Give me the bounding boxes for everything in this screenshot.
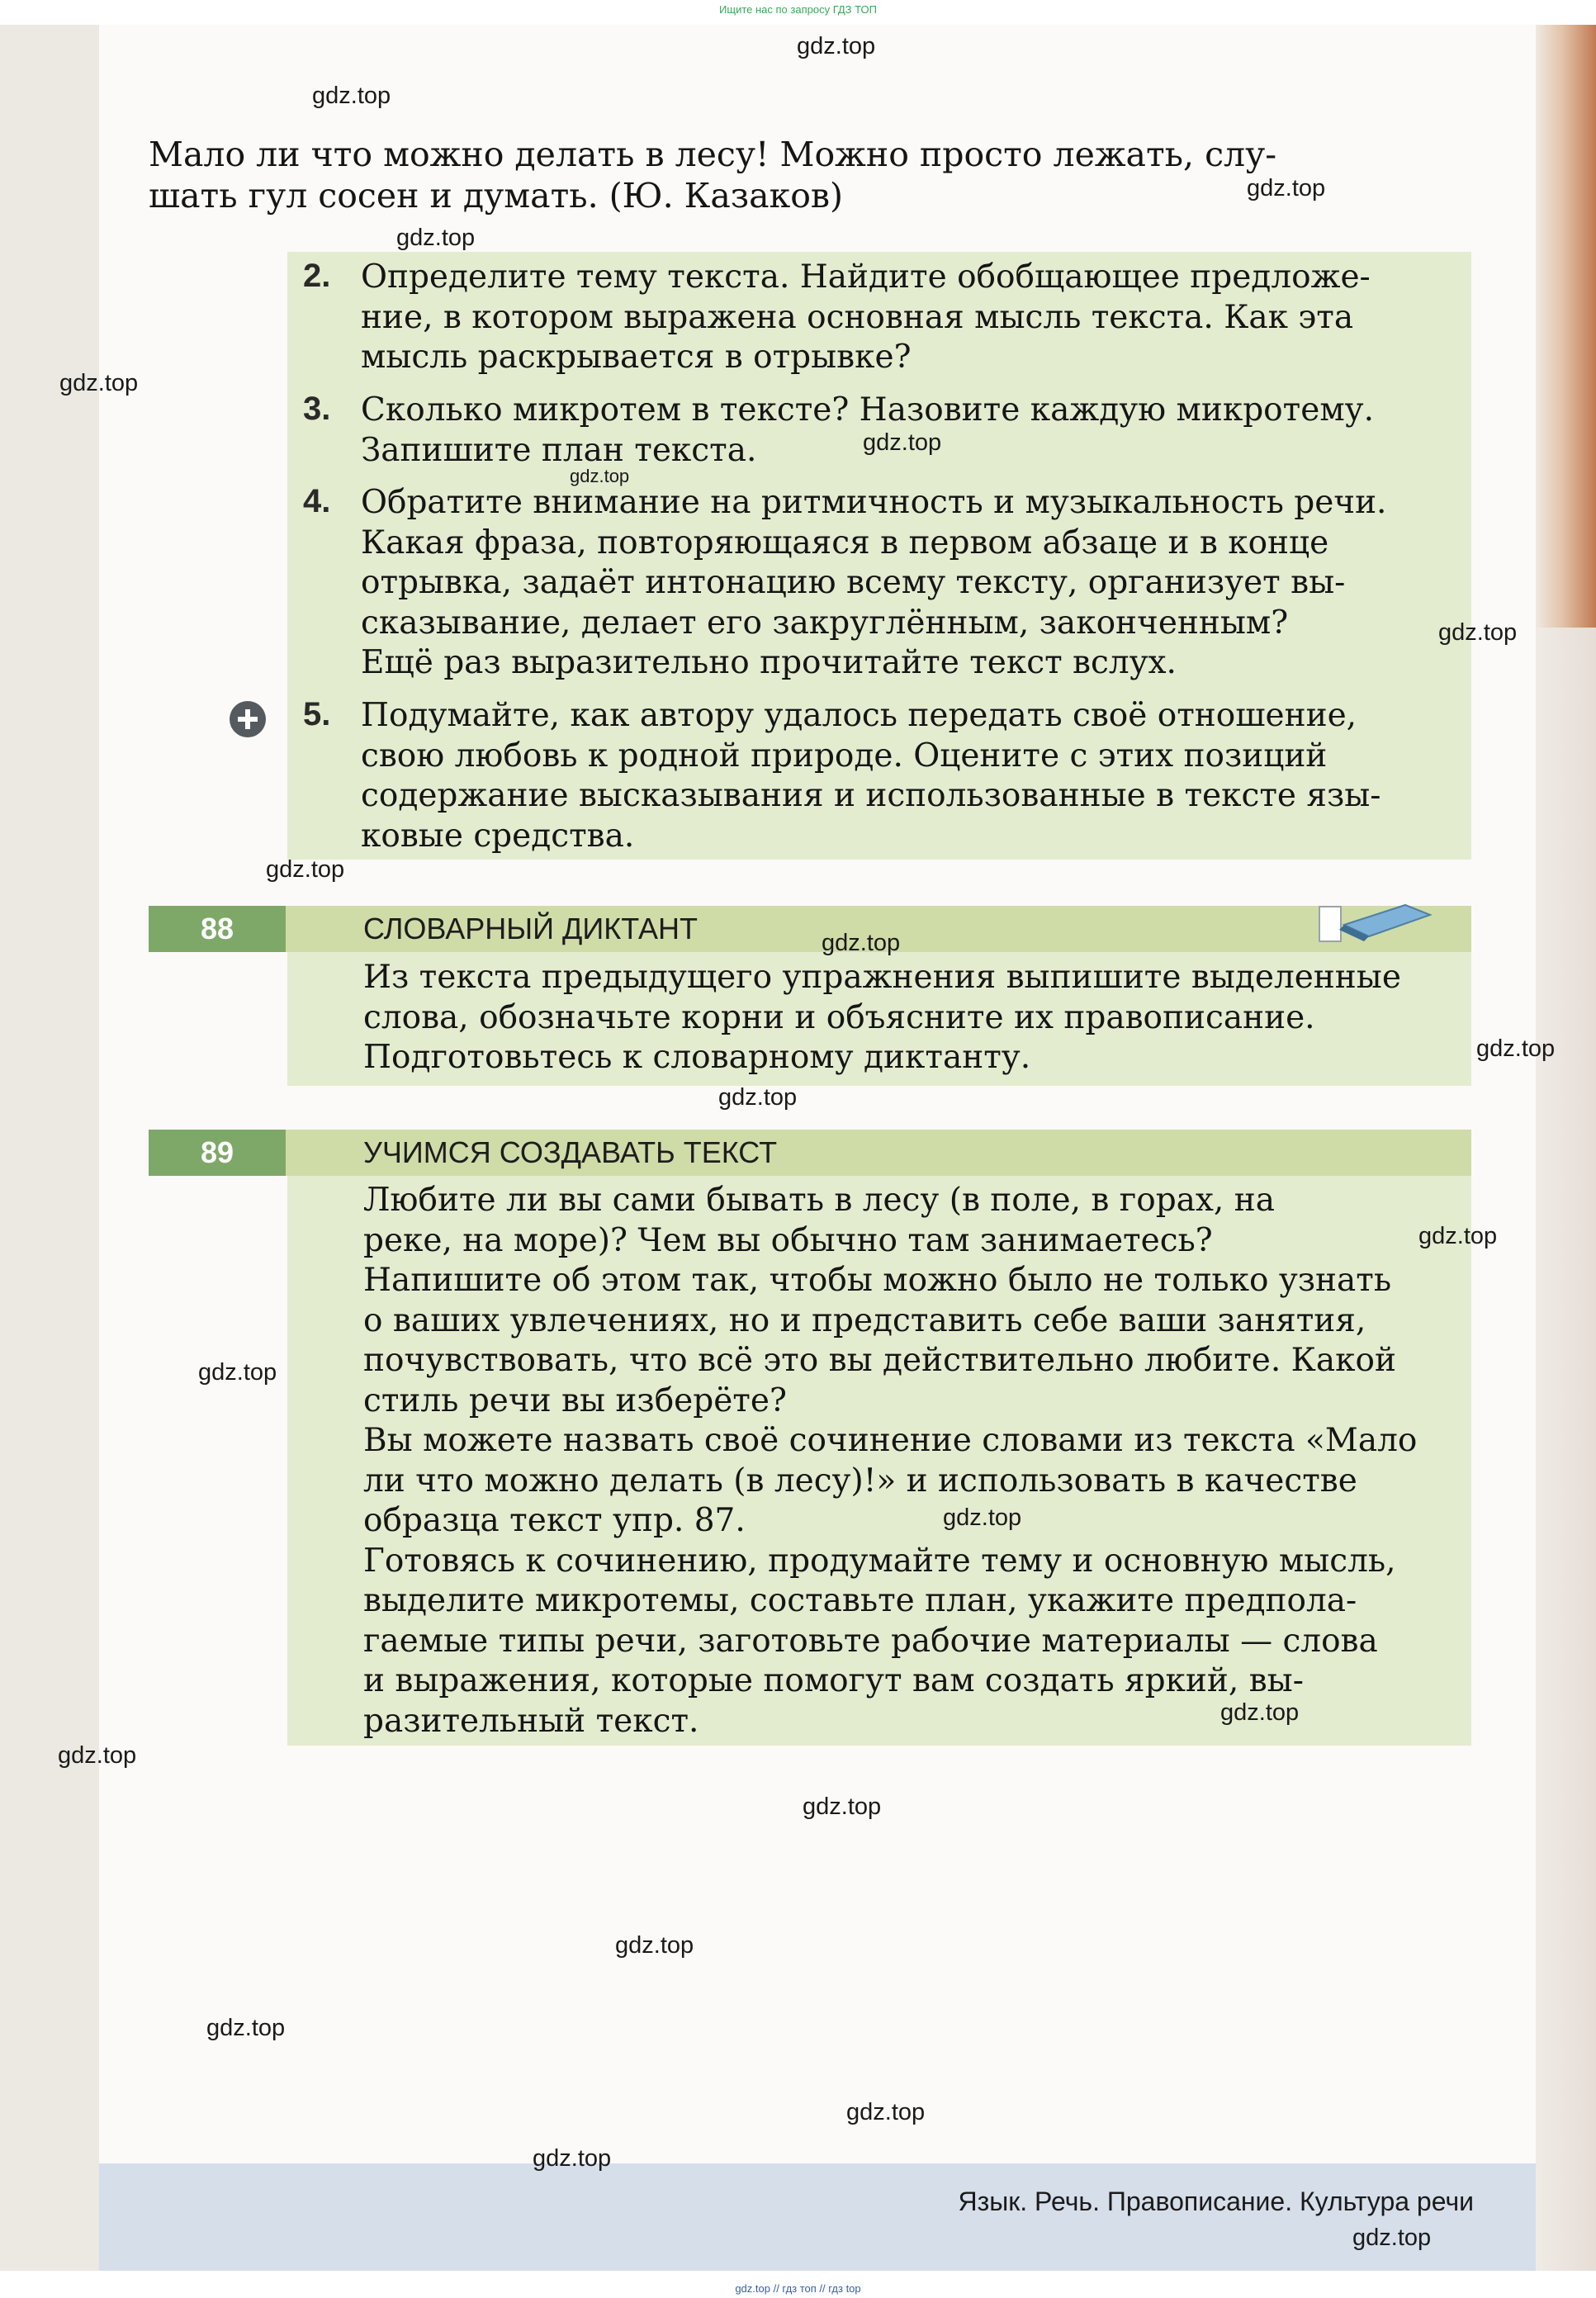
watermark: gdz.top [1247,175,1326,201]
exercise-line: почувствовать, что всё это вы действительно любите. Какой [363,1342,1396,1379]
exercise-89-header [149,1130,1471,1176]
watermark: gdz.top [59,370,139,396]
exercise-88-text [363,958,1452,1078]
question-number: 2. [303,258,331,294]
watermark: gdz.top [266,856,345,883]
question-line: Сколько микротем в тексте? Назовите каждую микротему. [361,391,1374,429]
watermark: gdz.top [533,2145,612,2172]
watermark: gdz.top [396,225,476,251]
right-page-edge-lower [1536,628,1596,2271]
watermark: gdz.top [58,1742,137,1769]
exercise-number-badge: 88 [149,906,286,952]
exercise-line: Готовясь к сочинению, продумайте тему и основную мысль, [363,1542,1396,1580]
plus-circle-icon [230,701,266,737]
watermark: gdz.top [822,930,901,956]
bottom-site-note: gdz.top // гдз топ // гдз top [735,2282,861,2295]
exercise-88-header [149,906,1471,952]
watermark: gdz.top [312,83,391,109]
watermark: gdz.top [863,429,942,456]
question-line: отрывка, задаёт интонацию всему тексту, организует вы- [361,564,1346,601]
exercise-89-text [363,1181,1452,1741]
exercise-line: Вы можете назвать своё сочинение словами из текста «Мало [363,1422,1418,1459]
book-section-title: Язык. Речь. Правописание. Культура речи [958,2187,1474,2216]
question-line: Обратите внимание на ритмичность и музыкальность речи. [361,484,1387,521]
exercise-line: стиль речи вы изберёте? [363,1381,787,1419]
exercise-line: гаемые типы речи, заготовьте рабочие материалы — слова [363,1622,1378,1660]
question-line: ковые средства. [361,817,635,855]
watermark: gdz.top [803,1793,882,1820]
question-line: сказывание, делает его закруглённым, законченным? [361,604,1289,642]
question-text [361,696,1449,856]
exercise-line: реке, на море)? Чем вы обычно там занимаетесь? [363,1221,1213,1259]
footer-band [99,2163,1536,2271]
question-line: ние, в котором выражена основная мысль текста. Как эта [361,298,1354,336]
exercise-line: о ваших увлечениях, но и представить себе ваши занятия, [363,1301,1366,1339]
eraser-icon [1314,900,1438,946]
question-line: Ещё раз выразительно прочитайте текст вслух. [361,644,1177,681]
watermark: gdz.top [797,33,876,59]
watermark: gdz.top [1418,1223,1498,1249]
exercise-line: разительный текст. [363,1702,699,1740]
exercise-line: Подготовьтесь к словарному диктанту. [363,1039,1031,1076]
exercise-line: Напишите об этом так, чтобы можно было не только узнать [363,1262,1392,1299]
exercise-line: и выражения, которые помогут вам создать яркий, вы- [363,1662,1304,1699]
watermark: gdz.top [943,1504,1022,1531]
intro-line: шать гул сосен и думать. (Ю. Казаков) [149,176,844,216]
exercise-title: СЛОВАРНЫЙ ДИКТАНТ [363,912,699,945]
exercise-line: образца текст упр. 87. [363,1502,746,1539]
watermark: gdz.top [718,1084,798,1111]
watermark: gdz.top [1352,2225,1432,2251]
exercise-line: слова, обозначьте корни и объясните их правописание. [363,998,1315,1036]
question-line: содержание высказывания и использованные в тексте язы- [361,777,1381,814]
question-line: мысль раскрывается в отрывке? [361,339,912,376]
top-search-note: Ищите нас по запросу ГДЗ ТОП [719,3,877,16]
watermark: gdz.top [1220,1699,1300,1726]
question-number: 4. [303,483,331,519]
question-number: 5. [303,696,331,732]
question-line: Подумайте, как автору удалось передать своё отношение, [361,697,1357,734]
exercise-line: Любите ли вы сами бывать в лесу (в поле, в горах, на [363,1182,1275,1219]
watermark: gdz.top [615,1932,694,1959]
question-line: Какая фраза, повторяющаяся в первом абзаце и в конце [361,524,1329,561]
question-line: свою любовь к родной природе. Оцените с этих позиций [361,737,1328,775]
exercise-number-badge: 89 [149,1130,286,1176]
watermark: gdz.top [1476,1035,1556,1062]
watermark: gdz.top [570,466,630,486]
exercise-line: Из текста предыдущего упражнения выпишите выделенные [363,959,1401,996]
watermark: gdz.top [846,2099,926,2125]
exercise-title: УЧИМСЯ СОЗДАВАТЬ ТЕКСТ [363,1135,778,1169]
question-number: 3. [303,391,331,427]
exercise-line: выделите микротемы, составьте план, укажите предпола- [363,1582,1357,1619]
watermark: gdz.top [206,2015,286,2041]
question-line: Запишите план текста. [361,431,757,469]
watermark: gdz.top [1438,619,1518,646]
exercise-line: ли что можно делать (в лесу)!» и использовать в качестве [363,1462,1357,1500]
question-text [361,483,1449,684]
watermark: gdz.top [198,1359,277,1386]
intro-line: Мало ли что можно делать в лесу! Можно просто лежать, слу- [149,135,1277,174]
question-text [361,258,1449,378]
left-page-edge [0,25,99,2271]
question-line: Определите тему текста. Найдите обобщающее предложе- [361,258,1371,296]
